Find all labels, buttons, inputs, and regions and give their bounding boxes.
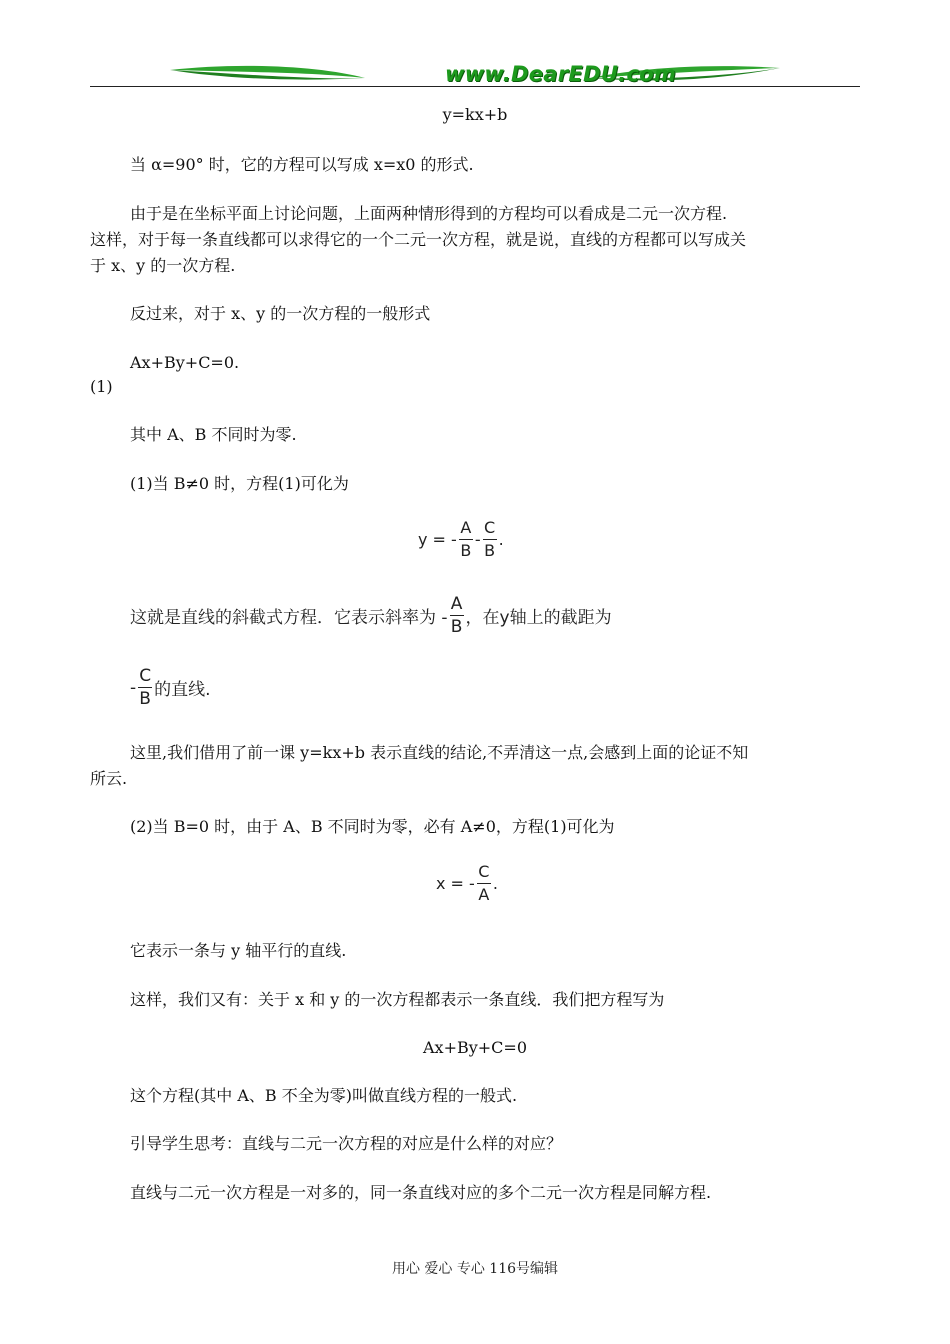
fraction-c-over-b — [138, 666, 152, 709]
fraction-numerator: C — [478, 862, 490, 881]
slope-intercept-sentence — [130, 594, 612, 637]
conclusion-text: 这样，我们又有：关于 x 和 y 的一次方程都表示一条直线．我们把方程写为 — [130, 990, 665, 1009]
period: . — [498, 530, 504, 549]
case-2-heading: (2)当 B=0 时，由于 A、B 不同时为零，必有 A≠0，方程(1)可化为 — [130, 817, 615, 836]
page-footer: 用心 爱心 专心 116号编辑 — [391, 1261, 559, 1277]
fraction-denominator: B — [484, 541, 496, 560]
sentence-start: 这就是直线的斜截式方程．它表示斜率为 - — [130, 608, 448, 628]
equation-number: (1) — [90, 377, 113, 396]
remark-line-2: 所云. — [90, 769, 128, 788]
fraction-c-over-a — [477, 862, 491, 905]
fraction-numerator: C — [139, 666, 152, 686]
fraction-numerator: C — [484, 518, 496, 537]
equation-lhs: y = - — [418, 530, 457, 549]
equation-general: Ax+By+C=0 — [422, 1038, 527, 1057]
equation-y-form — [418, 518, 504, 561]
fraction-denominator: B — [450, 617, 463, 637]
paragraph-vertical-case: 当 α=90° 时，它的方程可以写成 x=x0 的形式. — [130, 155, 474, 174]
case-1-heading: (1)当 B≠0 时，方程(1)可化为 — [130, 474, 349, 493]
definition-text: 这个方程(其中 A、B 不全为零)叫做直线方程的一般式. — [130, 1086, 518, 1105]
paragraph-converse: 反过来，对于 x、y 的一次方程的一般形式 — [130, 304, 431, 323]
fraction-c-over-b — [483, 518, 497, 561]
fraction-denominator: B — [460, 541, 472, 560]
fraction-numerator: A — [460, 518, 472, 537]
paragraph-line-1: 由于是在坐标平面上讨论问题，上面两种情形得到的方程均可以看成是二元一次方程. — [130, 204, 728, 223]
equation-general-form: Ax+By+C=0. — [130, 353, 240, 372]
paragraph-line-2: 这样，对于每一条直线都可以求得它的一个二元一次方程，就是说，直线的方程都可以写成关 — [90, 230, 747, 249]
period: . — [492, 874, 498, 893]
parallel-line-text: 它表示一条与 y 轴平行的直线. — [130, 941, 347, 960]
intercept-sentence — [130, 666, 211, 709]
condition-text: 其中 A、B 不同时为零. — [130, 425, 297, 444]
header-rule — [90, 86, 860, 87]
sentence-end: 的直线. — [154, 680, 211, 700]
discussion-prompt: 引导学生思考：直线与二元一次方程的对应是什么样的对应？ — [130, 1134, 563, 1153]
site-logo-text: www.DearEDU.com — [445, 62, 677, 86]
fraction-a-over-b — [459, 518, 473, 561]
fraction-numerator: A — [450, 594, 463, 614]
paragraph-line-3: 于 x、y 的一次方程. — [90, 256, 236, 275]
equation-slope-intercept: y=kx+b — [442, 105, 508, 124]
discussion-answer: 直线与二元一次方程是一对多的，同一条直线对应的多个二元一次方程是同解方程. — [130, 1183, 712, 1202]
minus-sign: - — [130, 677, 137, 698]
equation-lhs: x = - — [436, 874, 475, 893]
fraction-denominator: A — [478, 885, 490, 904]
remark-line-1: 这里,我们借用了前一课 y=kx+b 表示直线的结论,不弄清这一点,会感到上面的论证不知 — [130, 743, 749, 762]
sentence-end: ，在y轴上的截距为 — [465, 608, 612, 628]
equation-x-form — [436, 862, 498, 905]
fraction-denominator: B — [139, 689, 151, 709]
minus-sign: - — [474, 530, 481, 549]
fraction-a-over-b — [450, 594, 464, 637]
